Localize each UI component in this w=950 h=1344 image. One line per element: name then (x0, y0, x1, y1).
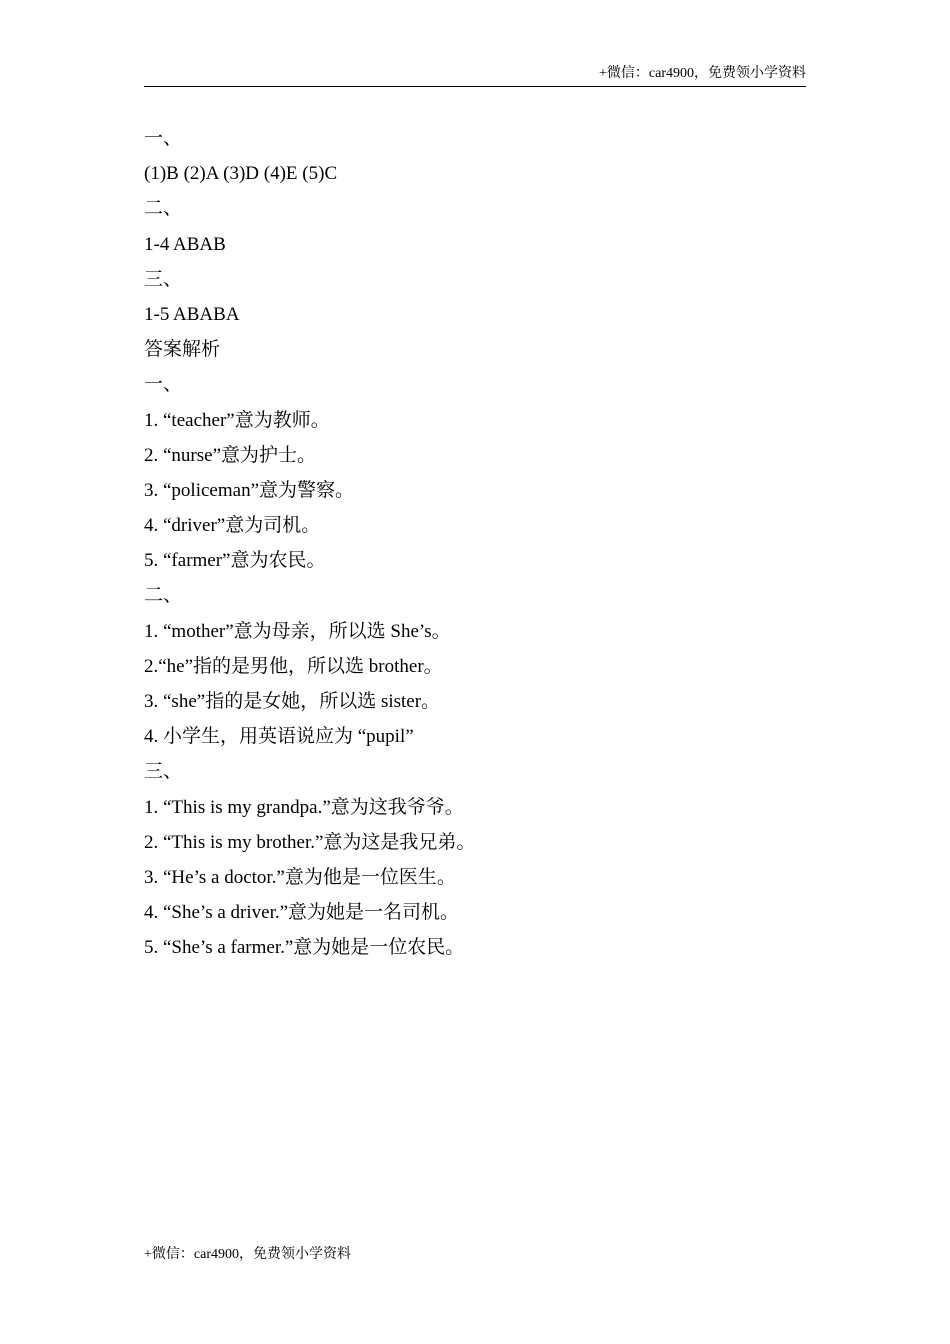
section-heading: 三、 (144, 761, 183, 783)
section-heading: 一、 (144, 128, 183, 149)
explanation-line: 3. “He’s a doctor.”意为他是一位医生。 (144, 866, 456, 888)
section-heading: 三、 (144, 268, 183, 290)
section-heading: 一、 (144, 374, 183, 396)
explanation-line: 5. “She’s a farmer.”意为她是一位农民。 (144, 937, 465, 959)
answer-line: 1-4 ABAB (144, 233, 226, 255)
header-text: +微信：car4900，免费领小学资料 (599, 66, 806, 81)
explanation-title: 答案解析 (144, 339, 221, 361)
explanation-line: 3. “she”指的是女她，所以选 sister。 (144, 691, 441, 712)
answer-line: (1)B (2)A (3)D (4)E (5)C (144, 163, 338, 185)
page-header (144, 62, 806, 87)
answer-content (144, 121, 806, 966)
explanation-line: 4. “She’s a driver.”意为她是一名司机。 (144, 902, 460, 924)
section-heading: 二、 (144, 198, 183, 220)
explanation-line: 1. “This is my grandpa.”意为这我爷爷。 (144, 796, 464, 818)
explanation-line: 1. “teacher”意为教师。 (144, 409, 330, 431)
explanation-line: 2. “This is my brother.”意为这是我兄弟。 (144, 831, 476, 853)
answer-line: 1-5 ABABA (144, 303, 240, 325)
explanation-line: 2. “nurse”意为护士。 (144, 444, 317, 466)
explanation-line: 1. “mother”意为母亲，所以选 She’s。 (144, 620, 451, 642)
explanation-line: 4. 小学生，用英语说应为 “pupil” (144, 726, 414, 748)
explanation-line: 3. “policeman”意为警察。 (144, 479, 355, 501)
explanation-line: 2.“he”指的是男他，所以选 brother。 (144, 655, 443, 677)
explanation-line: 4. “driver”意为司机。 (144, 515, 321, 537)
section-heading: 二、 (144, 585, 183, 607)
explanation-line: 5. “farmer”意为农民。 (144, 550, 326, 572)
page-footer: +微信：car4900，免费领小学资料 (144, 1247, 351, 1262)
